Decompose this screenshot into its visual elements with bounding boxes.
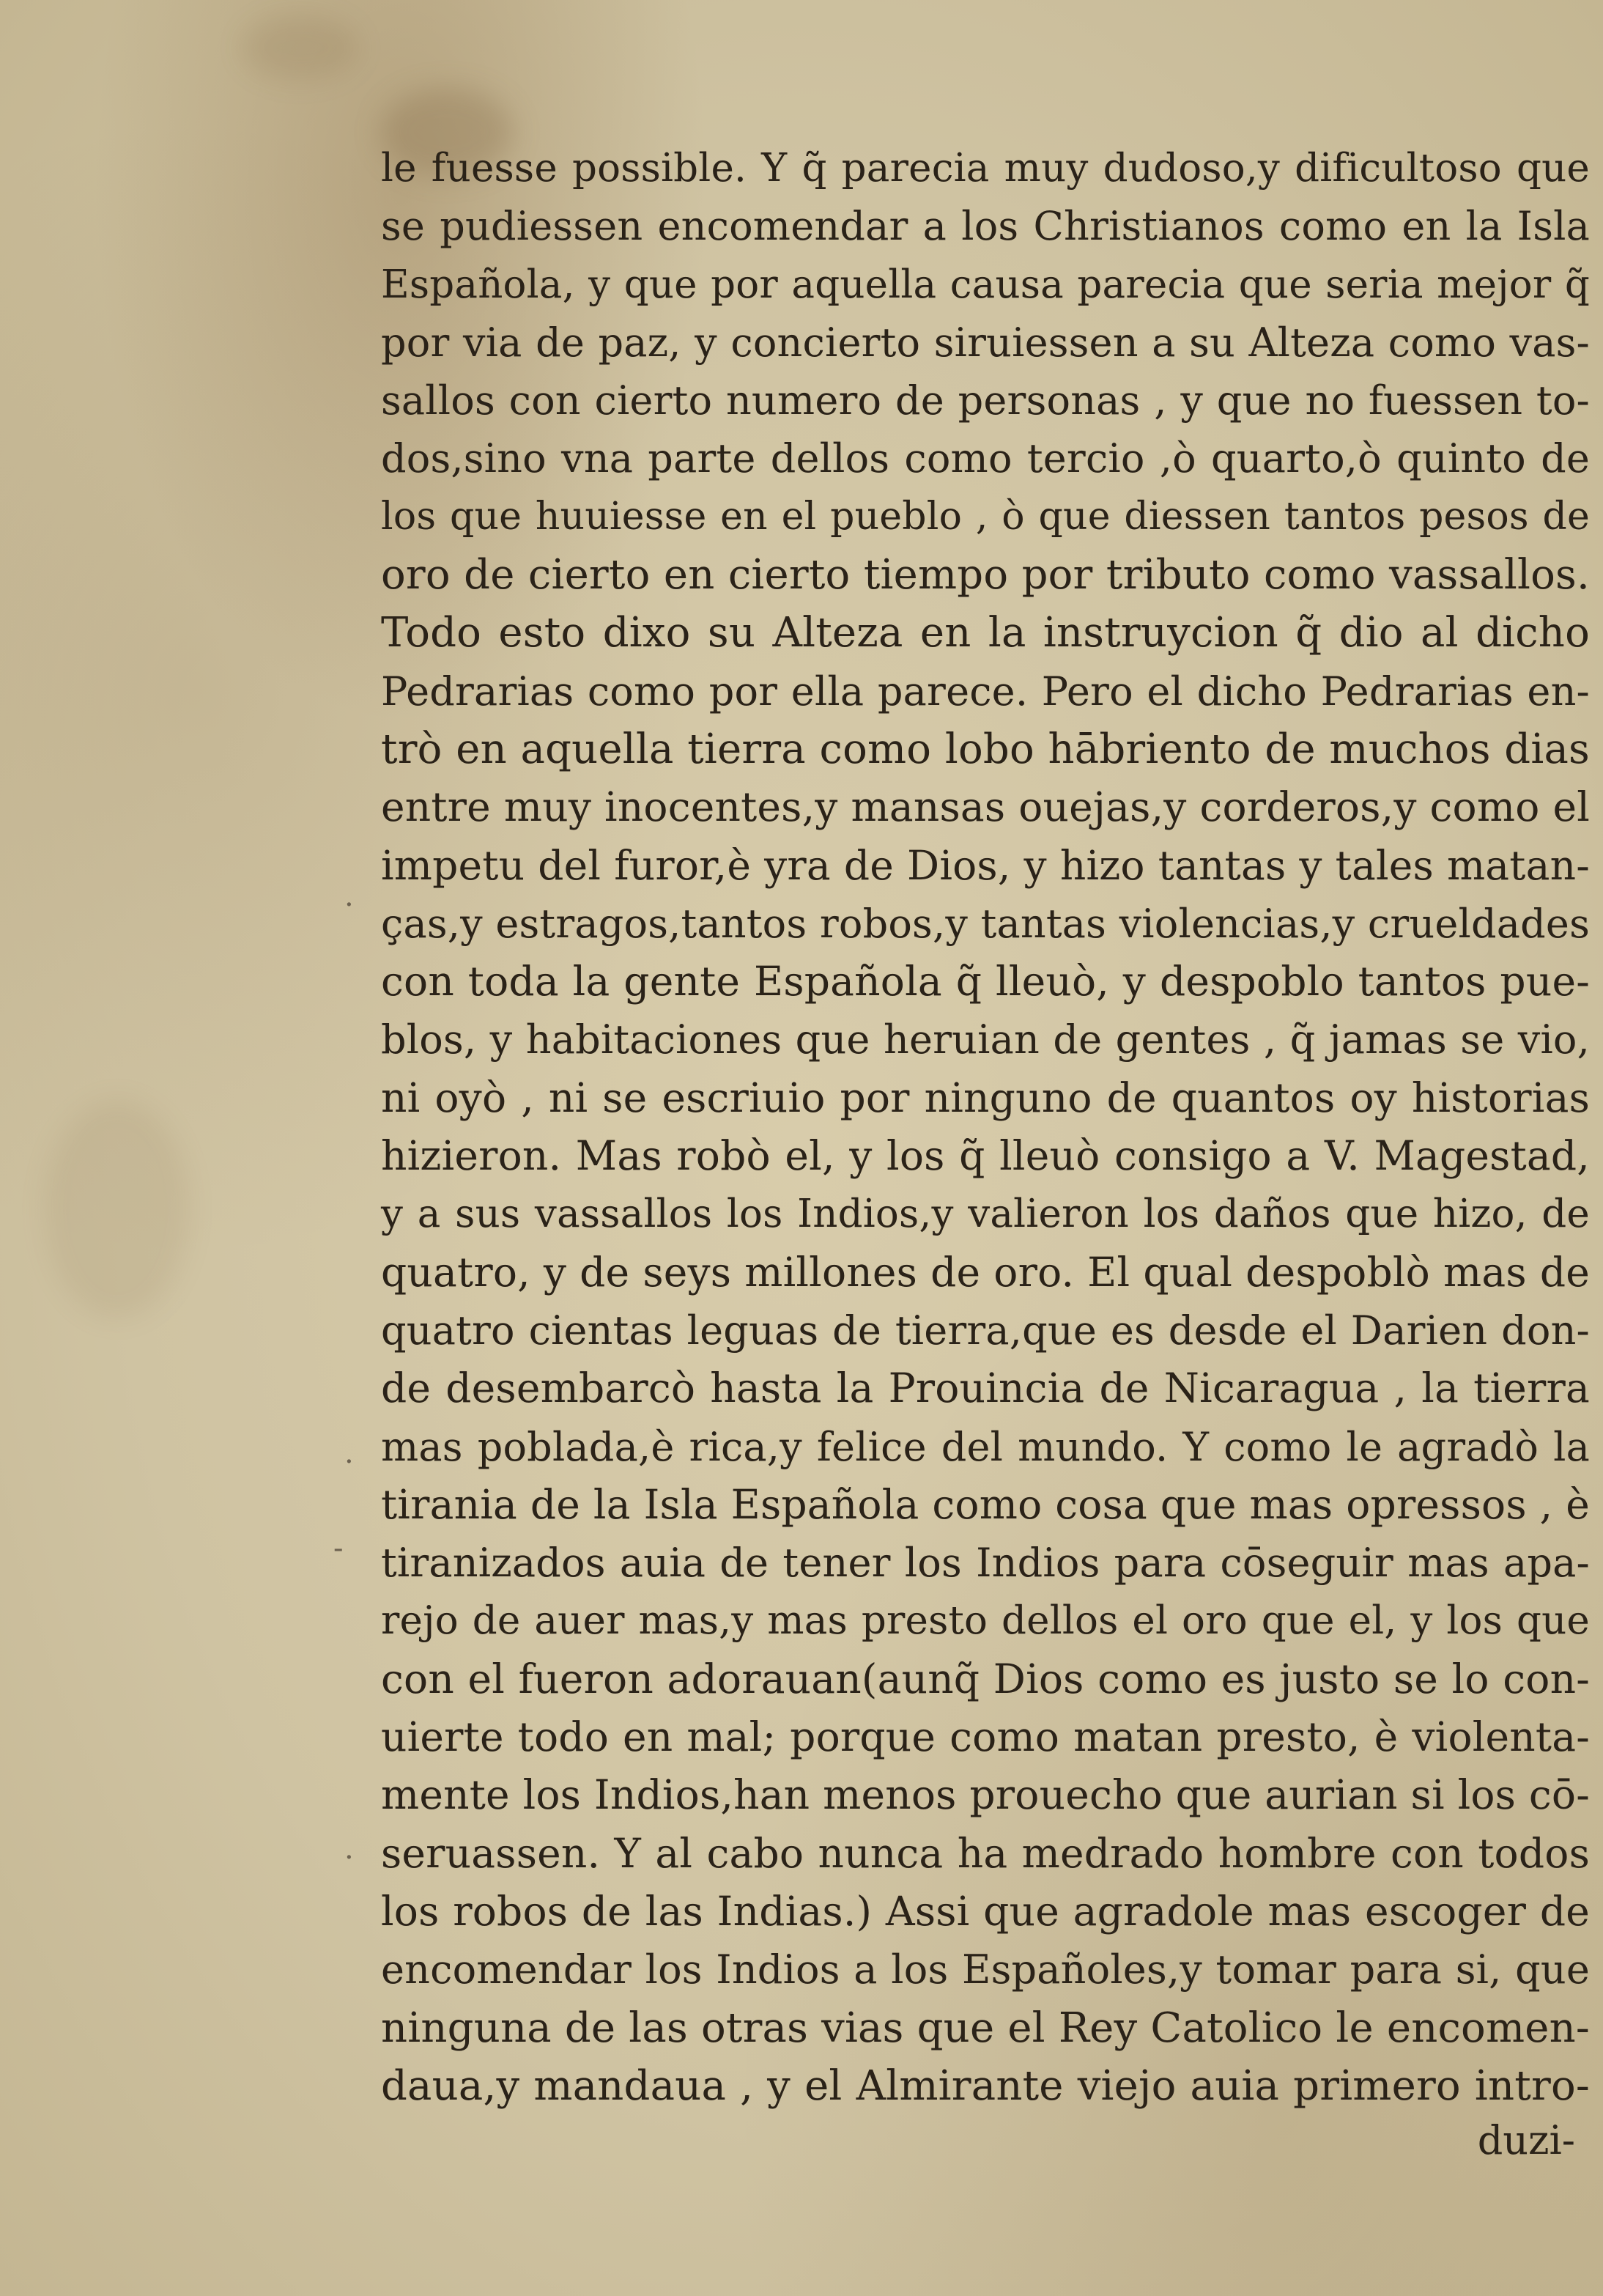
text-line: le fuesse possible. Y q̃ parecia muy dudoso,y dificultoso que	[381, 146, 1590, 191]
text-line: encomendar los Indios a los Españoles,y tomar para si, que	[381, 1946, 1590, 1993]
text-line: dos,sino vna parte dellos como tercio ,ò quarto,ò quinto de	[381, 435, 1590, 482]
margin-mark: .	[344, 1832, 354, 1866]
margin-mark: -	[333, 1532, 344, 1565]
text-line: uierte todo en mal; porque como matan presto, è violenta-	[381, 1713, 1590, 1761]
text-line: daua,y mandaua , y el Almirante viejo auia primero intro-	[381, 2061, 1590, 2110]
text-line: Todo esto dixo su Alteza en la instruycion q̃ dio al dicho	[381, 609, 1590, 657]
text-line: ças,y estragos,tantos robos,y tantas violencias,y crueldades	[381, 900, 1590, 947]
text-line: los robos de las Indias.) Assi que agradole mas escoger de	[381, 1887, 1590, 1935]
text-line: mente los Indios,han menos prouecho que aurian si los cō-	[381, 1771, 1590, 1819]
text-line: de desembarcò hasta la Prouincia de Nicaragua , la tierra	[381, 1365, 1590, 1412]
text-line: quatro cientas leguas de tierra,que es desde el Darien don-	[381, 1307, 1590, 1354]
margin-mark: .	[344, 1436, 354, 1470]
text-line: Pedrarias como por ella parece. Pero el dicho Pedrarias en-	[381, 668, 1590, 715]
catchword: duzi-	[1477, 2117, 1575, 2164]
text-line: los que huuiesse en el pueblo , ò que diessen tantos pesos de	[381, 494, 1590, 539]
text-line: entre muy inocentes,y mansas ouejas,y corderos,y como el	[381, 783, 1590, 831]
text-line: Española, y que por aquella causa parecia que seria mejor q̃	[381, 262, 1590, 307]
text-line: ni oyò , ni se escriuio por ninguno de quantos oy historias	[381, 1074, 1590, 1121]
paper-stain	[44, 1099, 190, 1319]
text-line: oro de cierto en cierto tiempo por tributo como vassallos.	[381, 551, 1590, 599]
text-line: impetu del furor,è yra de Dios, y hizo tantas y tales matan-	[381, 841, 1590, 889]
text-line: hizieron. Mas robò el, y los q̃ lleuò consigo a V. Magestad,	[381, 1132, 1590, 1180]
text-line: tiranizados auia de tener los Indios para cōseguir mas apa-	[381, 1540, 1590, 1587]
text-line: rejo de auer mas,y mas presto dellos el oro que el, y los que	[381, 1598, 1590, 1644]
text-line: quatro, y de seys millones de oro. El qual despoblò mas de	[381, 1248, 1590, 1296]
text-line: trò en aquella tierra como lobo hābriento de muchos dias	[381, 725, 1590, 773]
text-line: sallos con cierto numero de personas , y que no fuessen to-	[381, 377, 1590, 424]
margin-mark: .	[344, 879, 354, 913]
text-line: ninguna de las otras vias que el Rey Catolico le encomen-	[381, 2004, 1590, 2052]
text-line: por via de paz, y concierto siruiessen a su Alteza como vas-	[381, 319, 1590, 366]
text-line: tirania de la Isla Española como cosa que mas opressos , è	[381, 1480, 1590, 1528]
text-line: con el fueron adorauan(aunq̃ Dios como es justo se lo con-	[381, 1655, 1590, 1702]
text-line: y a sus vassallos los Indios,y valieron los daños que hizo, de	[381, 1192, 1590, 1237]
paper-stain	[242, 15, 359, 81]
text-line: seruassen. Y al cabo nunca ha medrado hombre con todos	[381, 1829, 1590, 1877]
text-line: con toda la gente Española q̃ lleuò, y despoblo tantos pue-	[381, 958, 1590, 1005]
text-line: blos, y habitaciones que heruian de gentes , q̃ jamas se vio,	[381, 1016, 1590, 1063]
body-text	[381, 139, 1590, 2166]
text-line: se pudiessen encomendar a los Christianos como en la Isla	[381, 203, 1590, 250]
text-line: mas poblada,è rica,y felice del mundo. Y como le agradò la	[381, 1423, 1590, 1470]
